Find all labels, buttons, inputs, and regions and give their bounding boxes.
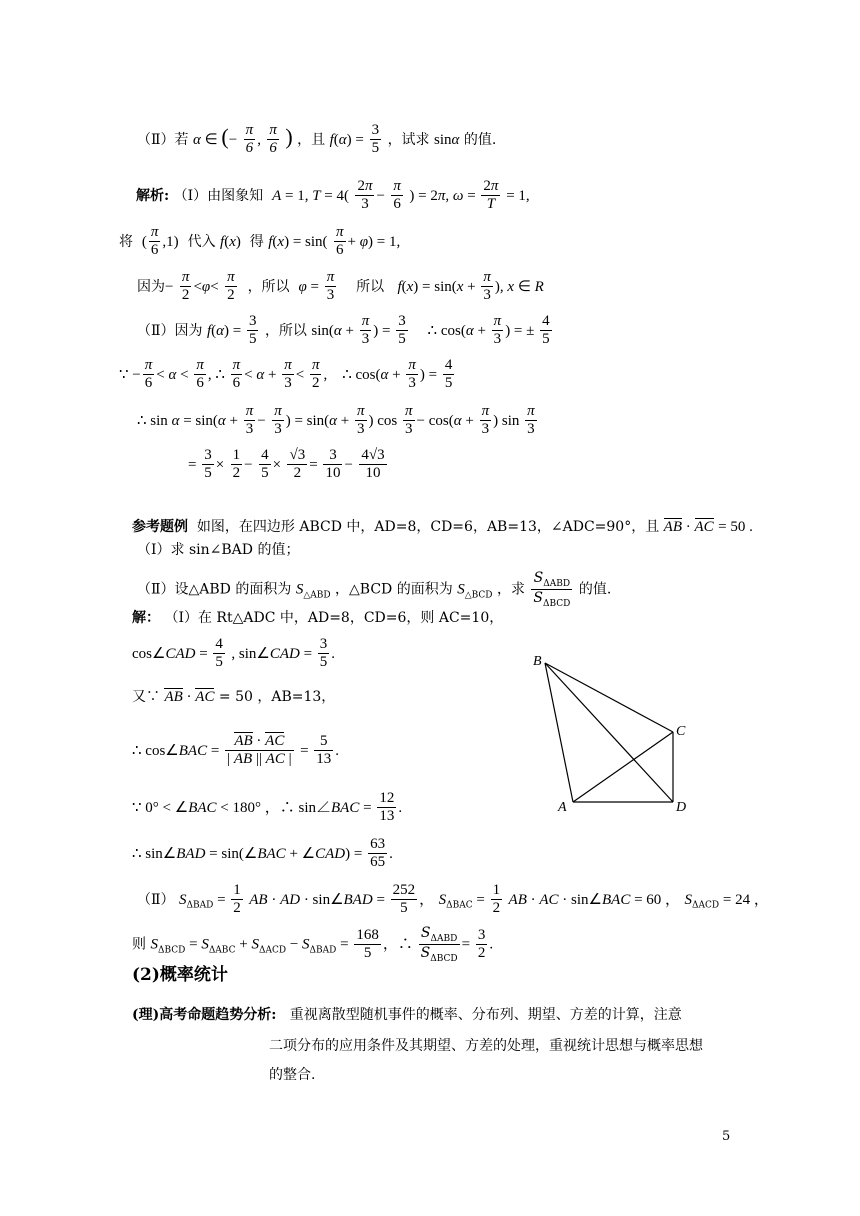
answer-label: 解： xyxy=(132,610,160,626)
page-number: 5 xyxy=(722,1129,731,1144)
solution-line-1: 解析: （Ⅰ）由图象知 A = 1, T = 4( $\frac{2\pi}{3}$ − $\frac{\pi}{6}$ ) = 2π, ω = $\frac{2\pi}{T}$ = 1, xyxy=(136,178,530,213)
answer-line-4: ∴ cos∠BAC = $\frac{AB \cdot AC}{| AB || AC |}$ = $\frac{5}{13}$ . xyxy=(132,733,340,768)
example-title: 参考题例 xyxy=(132,519,188,535)
answer-line-8: 则 $S_{\Delta BCD} = S_{\Delta ABC} + S_{\Delta ACD} - S_{\Delta BAD}$ = $\frac{168}{5}$ ，∴ $S_{\Delta ABD}$ $S_{\Delta BCD}$ = $\frac{3}{2}$ . xyxy=(132,925,494,964)
trend-line-3: 的整合. xyxy=(269,1067,316,1083)
part2-question: （Ⅱ）若 α ∈ (− $\frac{\pi}{6}$ , $\frac{\pi}{6}$ ) ，且 f(α) = $\frac{3}{5}$ ，试求 sinα 的值. xyxy=(137,122,497,157)
label-c: C xyxy=(676,724,686,739)
example-q1: （Ⅰ）求 sin∠BAD 的值； xyxy=(137,542,300,558)
example-q2: （Ⅱ）设△ABD 的面积为 $S_{\triangle ABD}$ ，△BCD 的面积为 $S_{\triangle BCD}$ ，求 $S_{\Delta ABD}$ $S_{\Delta BCD}$ 的值. xyxy=(137,570,612,609)
trend-line-2: 二项分布的应用条件及其期望、方差的处理，重视统计思想与概率思想 xyxy=(269,1038,703,1054)
label-a: A xyxy=(558,800,567,815)
solution-line-6: ∴ sin α = sin(α + $\frac{\pi}{3}$ − $\frac{\pi}{3}$ ) = sin(α + $\frac{\pi}{3}$ ) cos $\frac{\pi}{3}$ − cos(α + $\frac{\pi}{3}$ ) sin $\frac{\pi}{3}$ xyxy=(137,403,535,438)
label-b: B xyxy=(533,654,542,669)
diagonal-ac xyxy=(573,732,673,802)
diagonal-bd xyxy=(545,663,673,802)
solution-line-3: 因为− $\frac{\pi}{2}$ <φ< $\frac{\pi}{2}$ ，所以 φ = $\frac{\pi}{3}$ 所以 f(x) = sin(x + $\frac{\pi}{3}$ ), x ∈ R xyxy=(137,269,544,304)
example-intro: 参考题例 如图，在四边形 ABCD 中，AD=8，CD=6，AB=13，∠ADC=90°，且 AB · AC = 50 . xyxy=(132,519,753,535)
solution-line-5: ∵ − $\frac{\pi}{6}$ < α < $\frac{\pi}{6}$ , ∴ $\frac{\pi}{6}$ < α + $\frac{\pi}{3}$ < $\frac{\pi}{2}$ , ∴ cos(α + $\frac{\pi}{3}$ ) = $\frac{4}{5}$ xyxy=(119,357,453,392)
part2-label: （Ⅱ）若 xyxy=(137,131,189,148)
edge-bc xyxy=(545,663,673,732)
answer-line-3: 又∵ AB · AC = 50 ，AB=13， xyxy=(132,689,336,705)
answer-line-6: ∴ sin∠BAD = sin(∠BAC + ∠CAD) = $\frac{63}{65}$ . xyxy=(132,836,393,871)
edge-ab xyxy=(545,663,573,802)
section-heading: (2)概率统计 xyxy=(132,965,228,985)
solution-line-2: 将 ( $\frac{\pi}{6}$ ,1) 代入 f(x) 得 f(x) = sin( $\frac{\pi}{6}$ + φ) = 1, xyxy=(119,224,401,259)
answer-line-5: ∵ 0° < ∠BAC < 180° ，∴ sin∠BAC = $\frac{12}{13}$ . xyxy=(132,790,403,825)
answer-line-7: （Ⅱ） $S_{\Delta BAD}$ = $\frac{1}{2}$ AB · AD · sin∠BAD = $\frac{252}{5}$ ， $S_{\Delta BAC}$ = $\frac{1}{2}$ AB · AC · sin∠BAC = 60 ， $S_{\Delta ACD} = 24$ ， xyxy=(137,882,769,917)
solution-line-7: = $\frac{3}{5}$ × $\frac{1}{2}$ − $\frac{4}{5}$ × $\frac{√3}{2}$ = $\frac{3}{10}$ − $\frac{4√3}{10}$ xyxy=(188,447,385,482)
label-d: D xyxy=(676,800,687,815)
trend-label: (理)高考命题趋势分析: xyxy=(132,1007,277,1023)
answer-line-1: 解： （Ⅰ）在 Rt△ADC 中，AD=8，CD=6，则 AC=10， xyxy=(132,610,504,626)
solution-line-4: （Ⅱ）因为 f(α) = $\frac{3}{5}$ ，所以 sin(α + $\frac{\pi}{3}$ ) = $\frac{3}{5}$ ∴ cos(α + $\frac{\pi}{3}$ ) = ± $\frac{4}{5}$ xyxy=(137,313,550,348)
trend-line-1: (理)高考命题趋势分析: 重视离散型随机事件的概率、分布列、期望、方差的计算，注意 xyxy=(132,1007,682,1023)
solution-label: 解析: xyxy=(136,187,170,204)
answer-line-2: cos∠CAD = $\frac{4}{5}$ , sin∠CAD = $\frac{3}{5}$ . xyxy=(132,636,336,671)
